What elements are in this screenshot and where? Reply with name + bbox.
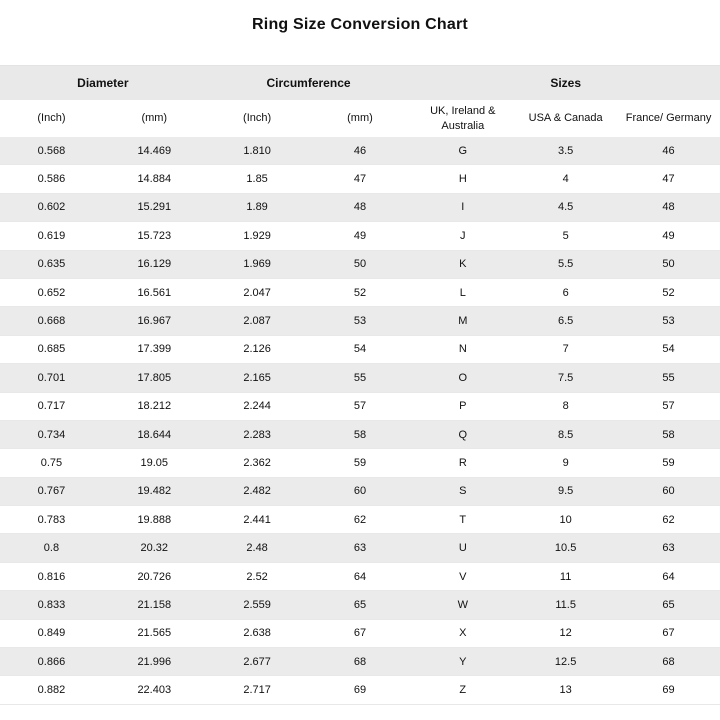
table-cell: 68 bbox=[617, 648, 720, 676]
table-cell: 53 bbox=[617, 307, 720, 335]
table-cell: 64 bbox=[617, 562, 720, 590]
table-cell: 18.644 bbox=[103, 420, 206, 448]
column-header-diameter-inch: (Inch) bbox=[0, 100, 103, 137]
column-header-france-germany: France/ Germany bbox=[617, 100, 720, 137]
table-cell: 1.929 bbox=[206, 222, 309, 250]
table-row bbox=[0, 250, 720, 278]
table-row bbox=[0, 676, 720, 704]
table-cell: G bbox=[411, 137, 514, 165]
table-cell: 19.482 bbox=[103, 477, 206, 505]
table-cell: 2.677 bbox=[206, 648, 309, 676]
table-cell: 49 bbox=[617, 222, 720, 250]
table-cell: 17.805 bbox=[103, 364, 206, 392]
table-row bbox=[0, 477, 720, 505]
table-cell: 1.810 bbox=[206, 137, 309, 165]
table-cell: 50 bbox=[309, 250, 412, 278]
table-cell: P bbox=[411, 392, 514, 420]
table-cell: 46 bbox=[617, 137, 720, 165]
table-cell: 67 bbox=[309, 619, 412, 647]
table-cell: 0.75 bbox=[0, 449, 103, 477]
table-cell: N bbox=[411, 335, 514, 363]
table-cell: 69 bbox=[309, 676, 412, 704]
table-row bbox=[0, 591, 720, 619]
table-cell: 48 bbox=[309, 193, 412, 221]
group-header-sizes: Sizes bbox=[411, 66, 720, 101]
table-cell: 0.586 bbox=[0, 165, 103, 193]
table-row bbox=[0, 222, 720, 250]
table-cell: 59 bbox=[309, 449, 412, 477]
table-cell: 65 bbox=[617, 591, 720, 619]
table-cell: 7.5 bbox=[514, 364, 617, 392]
table-row bbox=[0, 648, 720, 676]
table-cell: 19.888 bbox=[103, 506, 206, 534]
table-cell: 63 bbox=[309, 534, 412, 562]
table-cell: 6 bbox=[514, 278, 617, 306]
table-cell: 60 bbox=[309, 477, 412, 505]
table-cell: 64 bbox=[309, 562, 412, 590]
table-cell: X bbox=[411, 619, 514, 647]
table-row bbox=[0, 307, 720, 335]
table-cell: 58 bbox=[309, 420, 412, 448]
table-cell: 57 bbox=[617, 392, 720, 420]
table-cell: 2.244 bbox=[206, 392, 309, 420]
table-cell: 0.685 bbox=[0, 335, 103, 363]
column-header-circumference-mm: (mm) bbox=[309, 100, 412, 137]
table-cell: 17.399 bbox=[103, 335, 206, 363]
table-cell: 46 bbox=[309, 137, 412, 165]
table-cell: 16.967 bbox=[103, 307, 206, 335]
table-row bbox=[0, 278, 720, 306]
table-row bbox=[0, 137, 720, 165]
table-cell: M bbox=[411, 307, 514, 335]
table-cell: 7 bbox=[514, 335, 617, 363]
table-cell: 52 bbox=[309, 278, 412, 306]
table-cell: 8.5 bbox=[514, 420, 617, 448]
table-cell: 10.5 bbox=[514, 534, 617, 562]
table-row bbox=[0, 193, 720, 221]
table-cell: 2.362 bbox=[206, 449, 309, 477]
table-cell: 0.866 bbox=[0, 648, 103, 676]
table-cell: 21.565 bbox=[103, 619, 206, 647]
table-cell: 14.884 bbox=[103, 165, 206, 193]
table-cell: 21.158 bbox=[103, 591, 206, 619]
table-cell: 8 bbox=[514, 392, 617, 420]
table-cell: 11.5 bbox=[514, 591, 617, 619]
table-cell: 57 bbox=[309, 392, 412, 420]
table-cell: 15.723 bbox=[103, 222, 206, 250]
table-cell: 0.619 bbox=[0, 222, 103, 250]
table-cell: 2.717 bbox=[206, 676, 309, 704]
table-row bbox=[0, 506, 720, 534]
table-cell: 67 bbox=[617, 619, 720, 647]
table-cell: 0.783 bbox=[0, 506, 103, 534]
table-row bbox=[0, 364, 720, 392]
table-row bbox=[0, 534, 720, 562]
column-header-circumference-inch: (Inch) bbox=[206, 100, 309, 137]
table-cell: 55 bbox=[617, 364, 720, 392]
table-cell: 0.602 bbox=[0, 193, 103, 221]
table-body bbox=[0, 137, 720, 704]
table-cell: 3.5 bbox=[514, 137, 617, 165]
table-cell: 1.969 bbox=[206, 250, 309, 278]
table-row bbox=[0, 449, 720, 477]
table-cell: 0.849 bbox=[0, 619, 103, 647]
table-head bbox=[0, 66, 720, 138]
table-cell: 0.767 bbox=[0, 477, 103, 505]
table-cell: 2.482 bbox=[206, 477, 309, 505]
table-cell: T bbox=[411, 506, 514, 534]
table-row bbox=[0, 619, 720, 647]
table-cell: 12.5 bbox=[514, 648, 617, 676]
table-cell: 2.126 bbox=[206, 335, 309, 363]
group-header-row bbox=[0, 66, 720, 101]
table-cell: 0.734 bbox=[0, 420, 103, 448]
table-cell: 4.5 bbox=[514, 193, 617, 221]
table-row bbox=[0, 562, 720, 590]
table-cell: V bbox=[411, 562, 514, 590]
table-cell: 0.652 bbox=[0, 278, 103, 306]
table-cell: 6.5 bbox=[514, 307, 617, 335]
table-cell: 16.129 bbox=[103, 250, 206, 278]
table-cell: K bbox=[411, 250, 514, 278]
table-cell: Y bbox=[411, 648, 514, 676]
table-cell: 0.701 bbox=[0, 364, 103, 392]
table-row bbox=[0, 420, 720, 448]
table-cell: 0.668 bbox=[0, 307, 103, 335]
table-cell: 0.833 bbox=[0, 591, 103, 619]
table-cell: Z bbox=[411, 676, 514, 704]
table-cell: 49 bbox=[309, 222, 412, 250]
table-cell: Q bbox=[411, 420, 514, 448]
table-cell: 47 bbox=[309, 165, 412, 193]
table-cell: 5 bbox=[514, 222, 617, 250]
table-cell: 21.996 bbox=[103, 648, 206, 676]
table-cell: 53 bbox=[309, 307, 412, 335]
table-cell: 2.087 bbox=[206, 307, 309, 335]
table-cell: 15.291 bbox=[103, 193, 206, 221]
column-header-usa-canada: USA & Canada bbox=[514, 100, 617, 137]
table-cell: 20.726 bbox=[103, 562, 206, 590]
table-cell: 60 bbox=[617, 477, 720, 505]
table-cell: 47 bbox=[617, 165, 720, 193]
table-cell: H bbox=[411, 165, 514, 193]
table-row bbox=[0, 335, 720, 363]
column-header-uk-ireland-australia: UK, Ireland & Australia bbox=[411, 100, 514, 137]
table-cell: 16.561 bbox=[103, 278, 206, 306]
table-cell: 59 bbox=[617, 449, 720, 477]
column-header-diameter-mm: (mm) bbox=[103, 100, 206, 137]
table-cell: 2.638 bbox=[206, 619, 309, 647]
table-cell: 4 bbox=[514, 165, 617, 193]
group-header-diameter: Diameter bbox=[0, 66, 206, 101]
table-cell: R bbox=[411, 449, 514, 477]
table-cell: 65 bbox=[309, 591, 412, 619]
table-cell: W bbox=[411, 591, 514, 619]
table-cell: 68 bbox=[309, 648, 412, 676]
table-cell: 0.568 bbox=[0, 137, 103, 165]
table-cell: 2.48 bbox=[206, 534, 309, 562]
page-title: Ring Size Conversion Chart bbox=[252, 16, 468, 33]
table-cell: 52 bbox=[617, 278, 720, 306]
table-row bbox=[0, 165, 720, 193]
table-cell: 55 bbox=[309, 364, 412, 392]
table-cell: U bbox=[411, 534, 514, 562]
table-cell: 9.5 bbox=[514, 477, 617, 505]
table-cell: 50 bbox=[617, 250, 720, 278]
table-cell: 58 bbox=[617, 420, 720, 448]
table-cell: 11 bbox=[514, 562, 617, 590]
table-cell: 10 bbox=[514, 506, 617, 534]
table-cell: 62 bbox=[309, 506, 412, 534]
table-cell: 0.8 bbox=[0, 534, 103, 562]
table-cell: 2.047 bbox=[206, 278, 309, 306]
table-cell: 0.882 bbox=[0, 676, 103, 704]
table-cell: 54 bbox=[617, 335, 720, 363]
table-cell: 2.52 bbox=[206, 562, 309, 590]
table-cell: S bbox=[411, 477, 514, 505]
table-cell: 48 bbox=[617, 193, 720, 221]
table-cell: L bbox=[411, 278, 514, 306]
table-cell: 0.816 bbox=[0, 562, 103, 590]
table-cell: 5.5 bbox=[514, 250, 617, 278]
table-cell: 0.717 bbox=[0, 392, 103, 420]
table-cell: 63 bbox=[617, 534, 720, 562]
table-cell: 2.559 bbox=[206, 591, 309, 619]
column-header-row bbox=[0, 100, 720, 137]
table-cell: 22.403 bbox=[103, 676, 206, 704]
group-header-circumference: Circumference bbox=[206, 66, 412, 101]
table-cell: 13 bbox=[514, 676, 617, 704]
table-cell: 0.635 bbox=[0, 250, 103, 278]
table-cell: 9 bbox=[514, 449, 617, 477]
table-cell: 19.05 bbox=[103, 449, 206, 477]
table-cell: 2.283 bbox=[206, 420, 309, 448]
table-cell: J bbox=[411, 222, 514, 250]
table-cell: 1.89 bbox=[206, 193, 309, 221]
table-row bbox=[0, 392, 720, 420]
table-cell: 62 bbox=[617, 506, 720, 534]
table-cell: 12 bbox=[514, 619, 617, 647]
table-cell: 2.165 bbox=[206, 364, 309, 392]
table-cell: 14.469 bbox=[103, 137, 206, 165]
table-cell: I bbox=[411, 193, 514, 221]
table-cell: 1.85 bbox=[206, 165, 309, 193]
table-cell: 18.212 bbox=[103, 392, 206, 420]
table-cell: 54 bbox=[309, 335, 412, 363]
table-cell: 2.441 bbox=[206, 506, 309, 534]
ring-size-conversion-table bbox=[0, 65, 720, 705]
table-cell: 69 bbox=[617, 676, 720, 704]
table-cell: 20.32 bbox=[103, 534, 206, 562]
table-cell: O bbox=[411, 364, 514, 392]
